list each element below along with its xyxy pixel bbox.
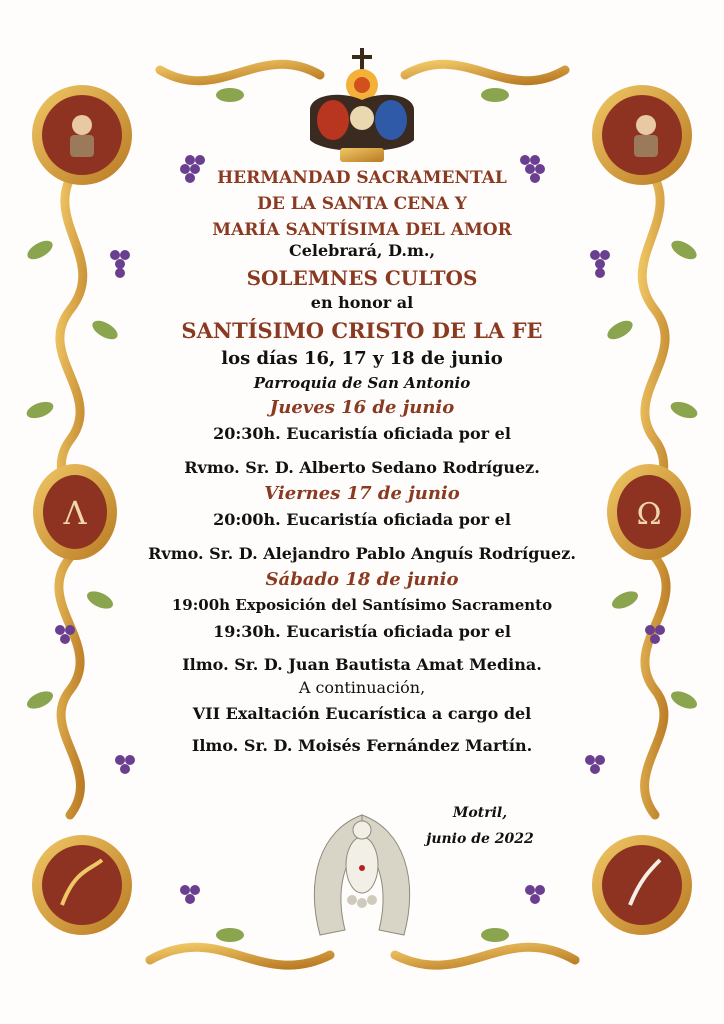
- place-and-date: [400, 800, 560, 852]
- pelican-emblem: [314, 815, 409, 935]
- celebrara-text: Celebrará, D.m.,: [288, 241, 436, 260]
- day-3-title: Sábado 18 de junio: [265, 569, 459, 590]
- corner-medallion-bottom-left: [32, 835, 132, 935]
- solemnes-cultos-heading: SOLEMNES CULTOS: [246, 266, 478, 290]
- brotherhood-name-line-2: DE LA SANTA CENA Y: [257, 194, 467, 214]
- day-1-title: Jueves 16 de junio: [269, 397, 455, 418]
- day-1-line-1: 20:30h. Eucaristía oficiada por el: [213, 424, 511, 443]
- day-1-line-2: Rvmo. Sr. D. Alberto Sedano Rodríguez.: [184, 458, 540, 477]
- dates-text: los días 16, 17 y 18 de junio: [221, 348, 503, 369]
- day-3-line-2: 19:30h. Eucaristía oficiada por el: [213, 622, 511, 641]
- brotherhood-emblem: [310, 48, 414, 162]
- day-3-line-3: Ilmo. Sr. D. Juan Bautista Amat Medina.: [182, 655, 542, 674]
- announcement-text: [130, 170, 594, 754]
- day-2-title: Viernes 17 de junio: [264, 483, 460, 504]
- omega-symbol: Ω: [636, 497, 662, 532]
- corner-medallion-top-right: [592, 85, 692, 185]
- continuacion-text: A continuación,: [298, 678, 426, 697]
- corner-medallion-bottom-right: [592, 835, 692, 935]
- place-text: Motril,: [452, 805, 508, 821]
- corner-medallion-top-left: [32, 85, 132, 185]
- date-text: junio de 2022: [426, 831, 534, 847]
- day-2-line-2: Rvmo. Sr. D. Alejandro Pablo Anguís Rodríguez.: [148, 544, 576, 563]
- en-honor-text: en honor al: [310, 293, 414, 312]
- brotherhood-name-line-1: HERMANDAD SACRAMENTAL: [217, 168, 507, 188]
- cristo-heading: SANTÍSIMO CRISTO DE LA FE: [181, 318, 543, 343]
- day-3-line-1: 19:00h Exposición del Santísimo Sacramento: [171, 596, 553, 614]
- brotherhood-name-line-3: MARÍA SANTÍSIMA DEL AMOR: [212, 220, 512, 240]
- alpha-symbol: Λ: [63, 494, 87, 532]
- exaltacion-text: VII Exaltación Eucarística a cargo del: [192, 704, 532, 723]
- orador-text: Ilmo. Sr. D. Moisés Fernández Martín.: [191, 736, 533, 755]
- day-2-line-1: 20:00h. Eucaristía oficiada por el: [213, 510, 511, 529]
- parish-name: Parroquia de San Antonio: [253, 374, 471, 392]
